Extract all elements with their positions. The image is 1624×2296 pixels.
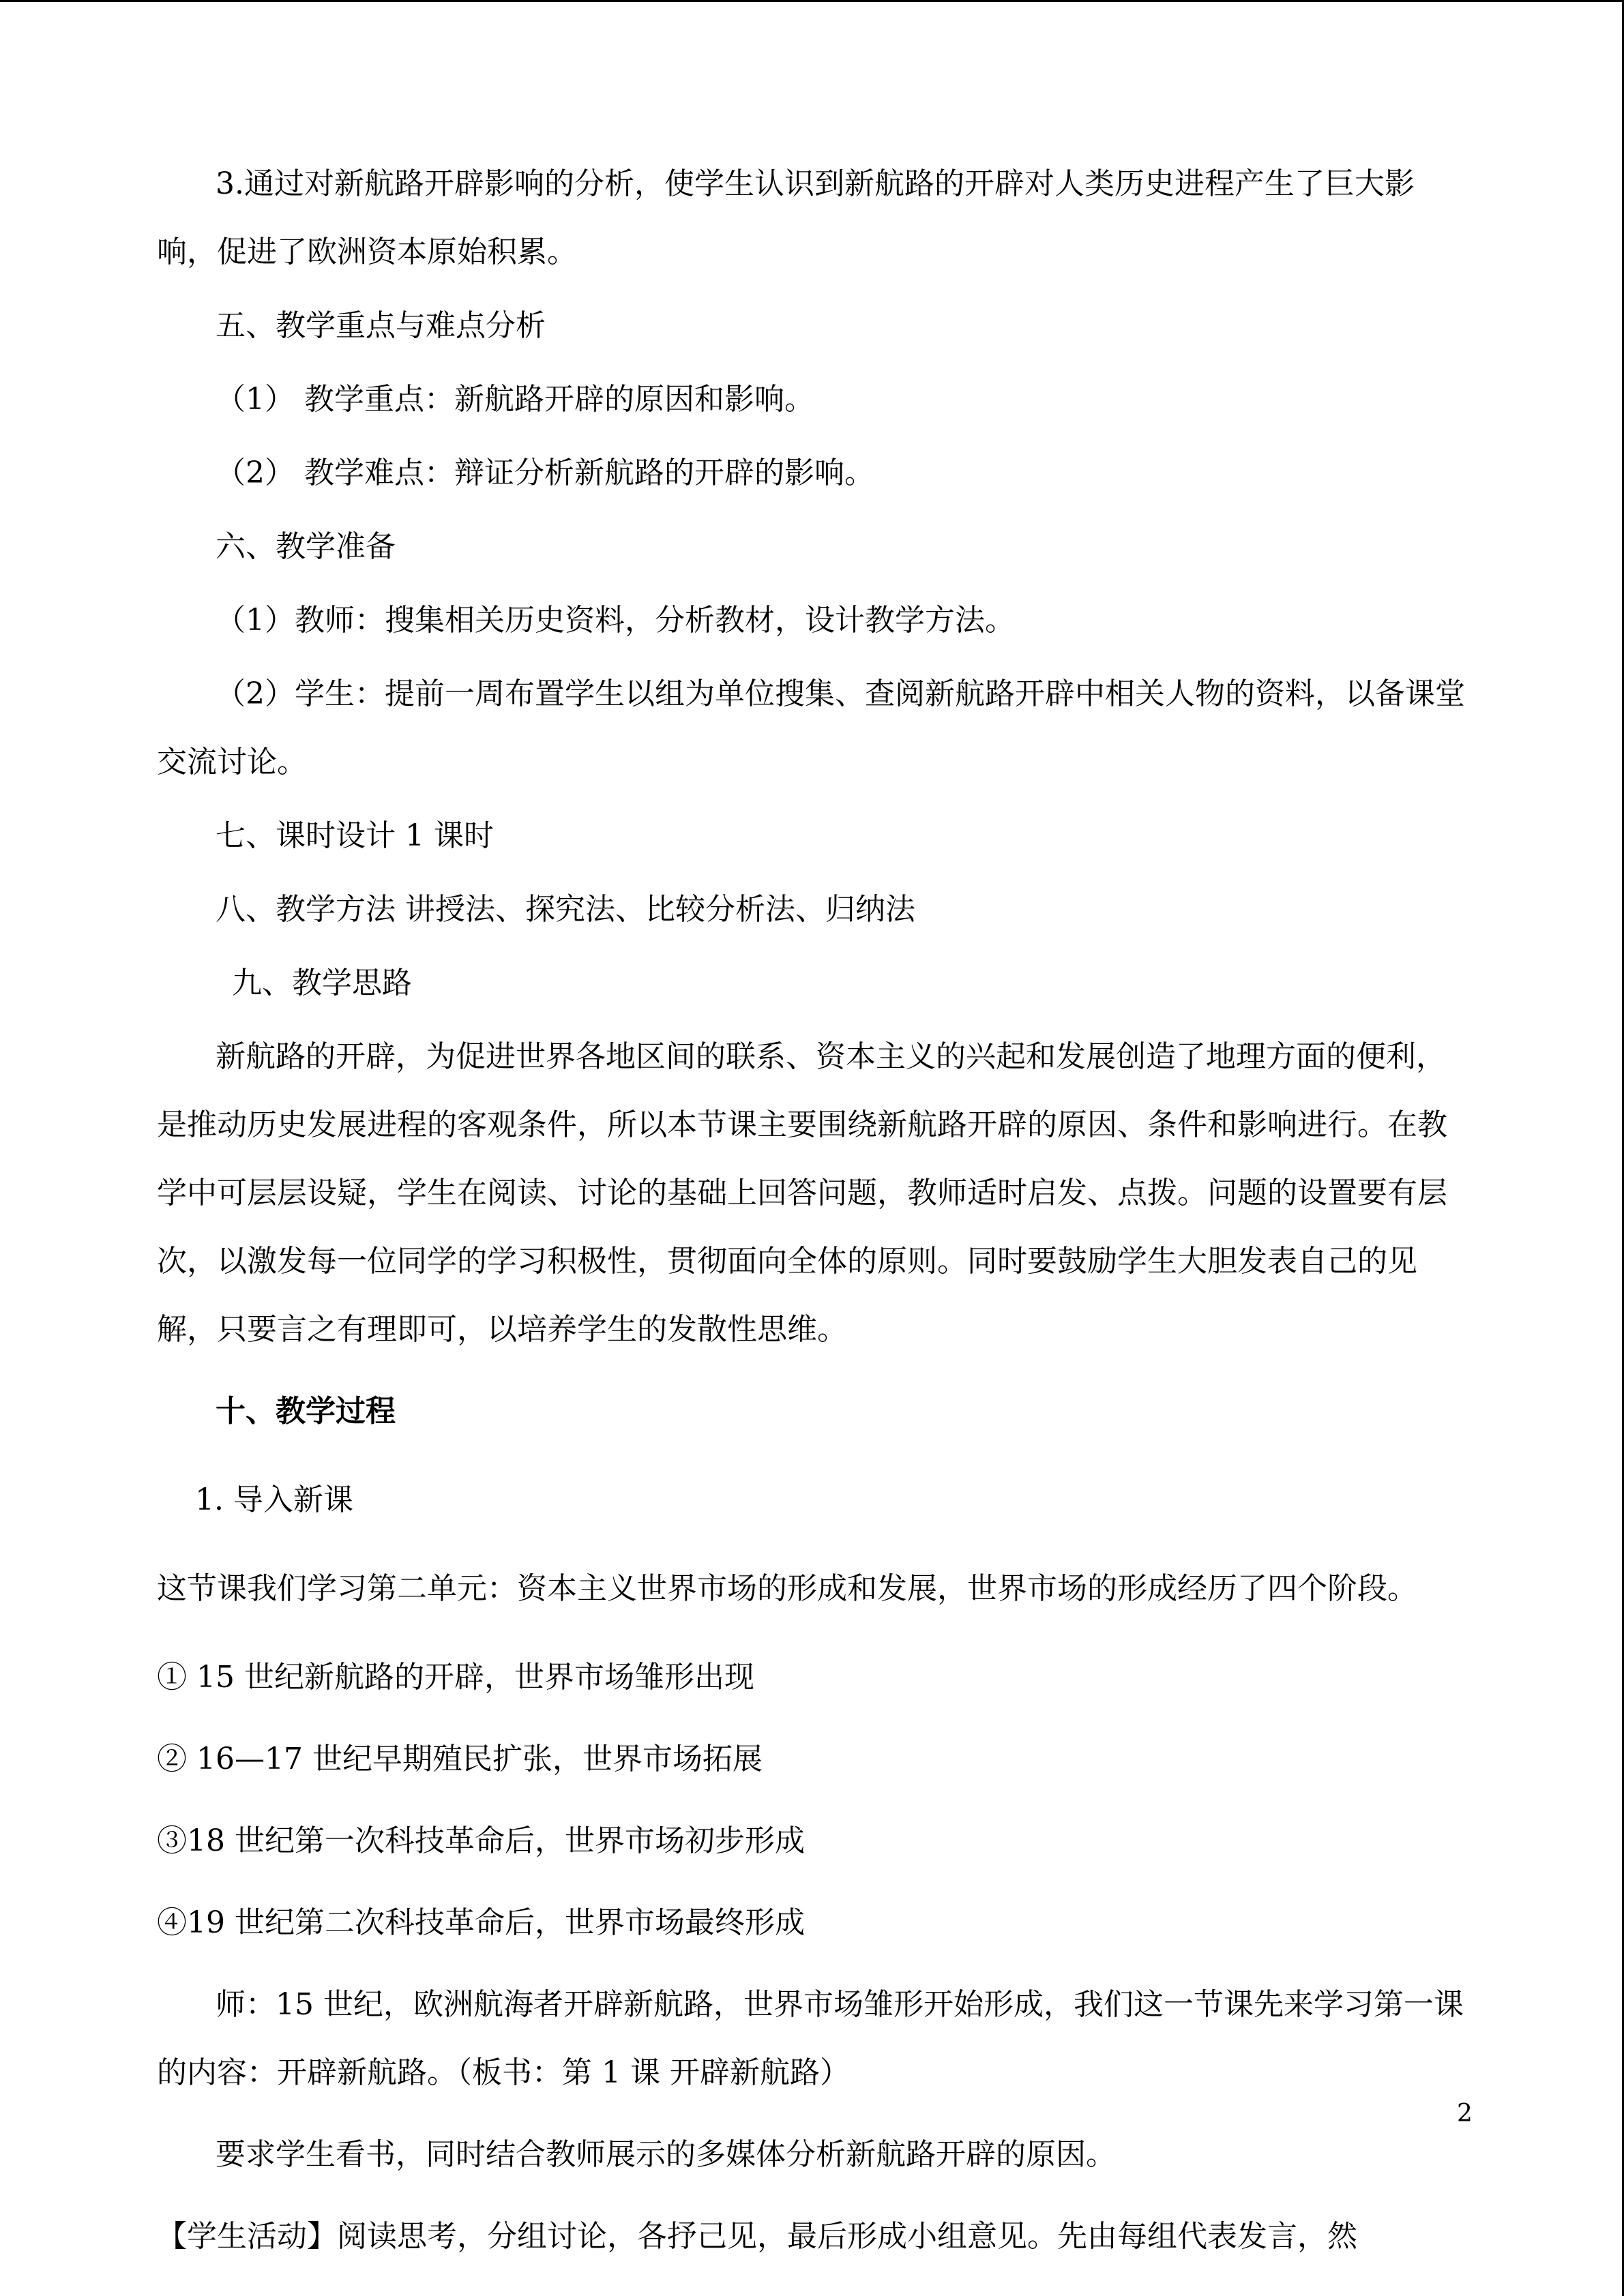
page-number: 2	[1457, 2100, 1473, 2128]
list-item-stage-3: ③18 世纪第一次科技革命后，世界市场初步形成	[157, 1823, 805, 1858]
paragraph-unit-introduction: 这节课我们学习第二单元：资本主义世界市场的形成和发展，世界市场的形成经历了四个阶段。	[157, 1571, 1417, 1606]
paragraph-student-preparation: （2）学生：提前一周布置学生以组为单位搜集、查阅新航路开辟中相关人物的资料，以备课堂交流讨论。	[157, 676, 1465, 779]
heading-lesson-time: 七、课时设计 1 课时	[216, 818, 494, 853]
heading-teaching-methods: 八、教学方法 讲授法、探究法、比较分析法、归纳法	[216, 892, 915, 927]
list-item-stage-4: ④19 世纪第二次科技革命后，世界市场最终形成	[157, 1905, 805, 1940]
page-content	[157, 150, 1466, 2271]
heading-preparation: 六、教学准备	[216, 529, 396, 564]
paragraph-teacher-preparation: （1）教师：搜集相关历史资料，分析教材，设计教学方法。	[216, 603, 1015, 638]
paragraph-key-point: （1） 教学重点：新航路开辟的原因和影响。	[216, 382, 814, 417]
paragraph-difficult-point: （2） 教学难点：辩证分析新航路的开辟的影响。	[216, 456, 874, 490]
paragraph-objective-3: 3.通过对新航路开辟影响的分析，使学生认识到新航路的开辟对人类历史进程产生了巨大影响，促进了欧洲资本原始积累。	[157, 166, 1415, 269]
paragraph-student-activity: 【学生活动】阅读思考，分组讨论，各抒己见，最后形成小组意见。先由每组代表发言，然	[157, 2219, 1357, 2254]
heading-teaching-approach: 九、教学思路	[232, 966, 412, 1000]
paragraph-teacher-speech: 师：15 世纪，欧洲航海者开辟新航路，世界市场雏形开始形成，我们这一节课先来学习第一课的内容：开辟新航路。（板书：第 1 课 开辟新航路）	[157, 1987, 1464, 2090]
heading-teaching-process: 十、教学过程	[216, 1394, 396, 1429]
paragraph-reading-request: 要求学生看书，同时结合教师展示的多媒体分析新航路开辟的原因。	[216, 2137, 1116, 2172]
paragraph-teaching-approach: 新航路的开辟，为促进世界各地区间的联系、资本主义的兴起和发展创造了地理方面的便利，是推动历史发展进程的客观条件，所以本节课主要围绕新航路开辟的原因、条件和影响进行。在教学中可层层设疑，学生在阅读、讨论的基础上回答问题，教师适时启发、点拨。问题的设置要有层次，以激发每一位同学的学习积极性，贯彻面向全体的原则。同时要鼓励学生大胆发表自己的见解，只要言之有理即可，以培养学生的发散性思维。	[157, 1039, 1447, 1347]
heading-introduce-lesson: 1. 导入新课	[195, 1482, 353, 1517]
top-border	[0, 0, 1624, 2]
heading-key-difficult-points: 五、教学重点与难点分析	[216, 308, 546, 343]
list-item-stage-2: ② 16—17 世纪早期殖民扩张，世界市场拓展	[157, 1742, 763, 1776]
list-item-stage-1: ① 15 世纪新航路的开辟，世界市场雏形出现	[157, 1660, 754, 1695]
